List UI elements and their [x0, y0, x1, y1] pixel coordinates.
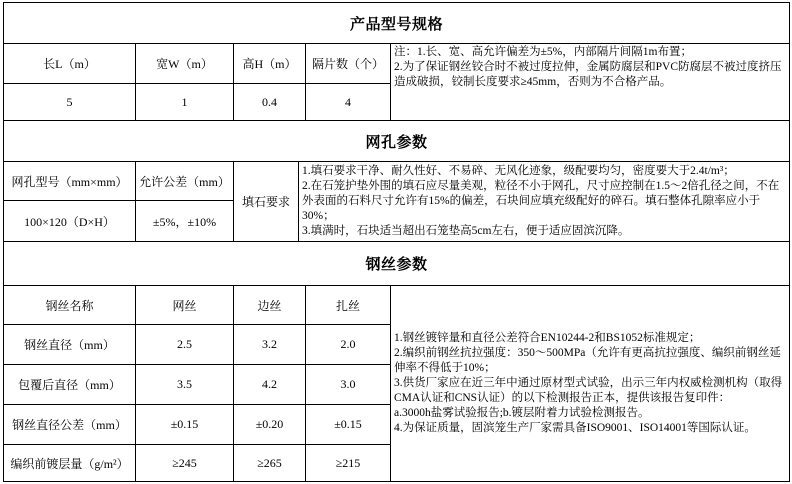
wire-spec-title: 钢丝参数 — [4, 242, 790, 286]
header-binding-wire: 扎丝 — [306, 286, 391, 325]
note-item: 2.为了保证钢丝铰合时不被过度拉伸，金属防腐层和PVC防腐层不被过度挤压造成破损，铰制长度要求≥45mm，否则为不合格产品。 — [394, 61, 782, 88]
row-label: 编织前镀层量（g/m²） — [4, 445, 136, 482]
header-width: 宽W（m） — [136, 44, 234, 84]
value-width: 1 — [136, 84, 234, 121]
header-mesh-wire: 网丝 — [136, 286, 234, 325]
note-item: 1.填石要求干净、耐久性好、不易碎、无风化迹象，级配要均匀，密度要大于2.4t/m³； — [302, 165, 735, 177]
note-item: 4.为保证质量，固滨笼生产厂家需具备ISO9001、ISO14001等国际认证。 — [394, 422, 756, 434]
row-label: 包覆后直径（mm） — [4, 365, 136, 405]
table-cell: 2.5 — [136, 325, 234, 365]
value-tolerance: ±5%，±10% — [136, 201, 234, 242]
value-length: 5 — [4, 84, 136, 121]
table-cell: ±0.15 — [136, 405, 234, 445]
header-edge-wire: 边丝 — [234, 286, 306, 325]
header-height: 高H（m） — [234, 44, 306, 84]
note-item: 3.供货厂家应在近三年中通过原材型式试验，出示三年内权威检测机构（取得CMA认证和CNS认证）的以下检测报告正本，提供该报告复印件： — [394, 377, 783, 404]
header-spacer-count: 隔片数（个） — [306, 44, 391, 84]
fill-requirement-notes — [299, 162, 790, 242]
header-mesh-type: 网孔型号（mm×mm） — [4, 162, 136, 201]
table-cell: ≥245 — [136, 445, 234, 482]
table-cell: 2.0 — [306, 325, 391, 365]
table-cell: ±0.20 — [234, 405, 306, 445]
note-item: a.3000h盐雾试验报告;b.镀层附着力试验检测报告。 — [394, 407, 650, 419]
row-label: 钢丝直径（mm） — [4, 325, 136, 365]
header-wire-name: 钢丝名称 — [4, 286, 136, 325]
value-mesh-type: 100×120（D×H） — [4, 201, 136, 242]
value-height: 0.4 — [234, 84, 306, 121]
mesh-spec-title: 网孔参数 — [4, 121, 790, 162]
note-item: 3.填满时，石块适当超出石笼垫高5cm左右，便于适应固滨沉降。 — [302, 225, 630, 237]
spec-table — [3, 2, 790, 482]
table-cell: 3.0 — [306, 365, 391, 405]
note-item: 注：1.长、宽、高允许偏差为±5%，内部隔片间隔1m布置； — [394, 46, 692, 58]
header-tolerance: 允许公差（mm） — [136, 162, 234, 201]
wire-spec-notes — [391, 286, 790, 482]
header-length: 长L（m） — [4, 44, 136, 84]
table-cell: 4.2 — [234, 365, 306, 405]
fill-requirement-label: 填石要求 — [234, 162, 299, 242]
value-spacer-count: 4 — [306, 84, 391, 121]
table-cell: 3.5 — [136, 365, 234, 405]
table-cell: ±0.15 — [306, 405, 391, 445]
table-cell: ≥215 — [306, 445, 391, 482]
note-item: 2.编织前钢丝抗拉强度：350～500MPa（允许有更高抗拉强度、编织前钢丝延伸率不得低于10%； — [394, 347, 781, 374]
note-item: 2.在石笼护垫外围的填石应尽量美观，粒径不小于网孔，尺寸应控制在1.5～2倍孔径之间，不在外表面的石料尺寸允许有15%的偏差，石块间应填充级配好的碎石。填石整体孔隙率应小于30%； — [302, 180, 780, 222]
product-spec-title: 产品型号规格 — [4, 3, 790, 44]
note-item: 1.钢丝镀锌量和直径公差符合EN10244-2和BS1052标准规定； — [394, 332, 701, 344]
row-label: 钢丝直径公差（mm） — [4, 405, 136, 445]
table-cell: 3.2 — [234, 325, 306, 365]
table-cell: ≥265 — [234, 445, 306, 482]
product-spec-notes — [391, 44, 790, 121]
